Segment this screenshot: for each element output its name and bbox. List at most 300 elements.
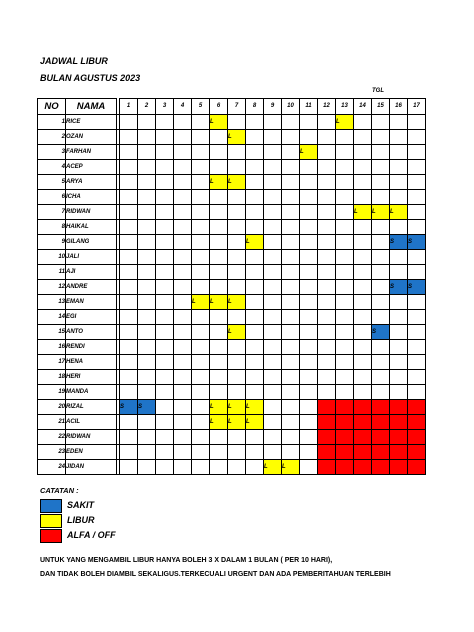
row-number: 5 — [38, 175, 66, 190]
day-cell: S — [372, 325, 390, 340]
day-cell — [282, 280, 300, 295]
legend-label-sakit: SAKIT — [67, 500, 94, 510]
day-cell — [156, 385, 174, 400]
day-cell — [228, 145, 246, 160]
day-cell — [372, 355, 390, 370]
day-cell — [156, 370, 174, 385]
day-cell — [210, 340, 228, 355]
day-cell — [336, 385, 354, 400]
day-cell — [120, 160, 138, 175]
day-cell — [336, 370, 354, 385]
day-cell — [138, 325, 156, 340]
row-name: ACEP — [66, 160, 117, 175]
day-cell — [156, 145, 174, 160]
day-cell — [300, 280, 318, 295]
table-row — [38, 355, 426, 370]
day-cell — [354, 415, 372, 430]
rule-line-2: DAN TIDAK BOLEH DIAMBIL SEKALIGUS.TERKECUALI URGENT DAN ADA PEMBERITAHUAN TERLEBIH — [40, 571, 391, 578]
page-title: JADWAL LIBUR — [40, 56, 108, 66]
day-cell — [408, 145, 426, 160]
day-cell — [390, 175, 408, 190]
table-row — [38, 400, 426, 415]
day-cell — [336, 445, 354, 460]
notes-label: CATATAN : — [40, 486, 79, 495]
day-cell — [246, 115, 264, 130]
day-cell — [372, 175, 390, 190]
row-number: 21 — [38, 415, 66, 430]
day-cell — [174, 430, 192, 445]
day-cell — [156, 400, 174, 415]
day-cell — [318, 205, 336, 220]
day-cell — [210, 430, 228, 445]
day-header: 10 — [282, 99, 300, 115]
day-cell — [228, 460, 246, 475]
day-cell — [264, 325, 282, 340]
row-name: JIDAN — [66, 460, 117, 475]
page-subtitle: BULAN AGUSTUS 2023 — [40, 73, 141, 83]
day-cell — [120, 460, 138, 475]
day-cell — [390, 130, 408, 145]
day-cell — [264, 370, 282, 385]
day-cell — [318, 415, 336, 430]
day-cell — [228, 160, 246, 175]
row-name: MANDA — [66, 385, 117, 400]
row-number: 17 — [38, 355, 66, 370]
day-cell — [264, 355, 282, 370]
day-cell — [174, 115, 192, 130]
day-cell — [138, 205, 156, 220]
day-cell — [192, 430, 210, 445]
day-cell — [354, 250, 372, 265]
table-row — [38, 385, 426, 400]
day-cell — [282, 250, 300, 265]
day-cell — [138, 145, 156, 160]
header-no: NO — [38, 99, 66, 115]
day-cell — [210, 235, 228, 250]
day-cell — [282, 385, 300, 400]
day-cell — [210, 205, 228, 220]
day-header: 13 — [336, 99, 354, 115]
day-cell — [246, 325, 264, 340]
day-cell: S — [138, 400, 156, 415]
day-cell: S — [390, 280, 408, 295]
day-cell — [264, 145, 282, 160]
day-cell — [174, 340, 192, 355]
day-cell — [210, 385, 228, 400]
day-cell — [156, 130, 174, 145]
row-name: ANTO — [66, 325, 117, 340]
day-cell — [282, 415, 300, 430]
day-cell — [174, 355, 192, 370]
day-cell — [300, 370, 318, 385]
day-cell — [120, 130, 138, 145]
day-cell — [282, 235, 300, 250]
table-row — [38, 145, 426, 160]
day-cell — [120, 430, 138, 445]
day-cell — [300, 115, 318, 130]
day-cell — [354, 430, 372, 445]
day-cell — [210, 280, 228, 295]
day-cell — [282, 370, 300, 385]
day-cell — [228, 355, 246, 370]
day-cell — [174, 130, 192, 145]
day-cell — [390, 415, 408, 430]
row-number: 23 — [38, 445, 66, 460]
day-cell — [300, 430, 318, 445]
day-cell — [246, 265, 264, 280]
day-cell — [228, 445, 246, 460]
day-cell — [174, 250, 192, 265]
day-header: 16 — [390, 99, 408, 115]
table-row — [38, 265, 426, 280]
day-cell — [390, 340, 408, 355]
day-cell — [390, 430, 408, 445]
row-name: EGI — [66, 310, 117, 325]
day-cell — [408, 160, 426, 175]
day-cell — [228, 115, 246, 130]
day-cell — [246, 280, 264, 295]
day-cell — [318, 430, 336, 445]
day-cell — [246, 310, 264, 325]
day-cell — [354, 310, 372, 325]
day-cell — [372, 430, 390, 445]
day-cell — [282, 400, 300, 415]
day-cell — [300, 295, 318, 310]
day-cell — [138, 415, 156, 430]
day-cell — [336, 310, 354, 325]
day-cell — [192, 310, 210, 325]
day-cell — [228, 220, 246, 235]
day-cell — [372, 250, 390, 265]
day-cell — [300, 415, 318, 430]
day-cell — [408, 340, 426, 355]
day-cell — [318, 340, 336, 355]
day-cell — [318, 445, 336, 460]
day-cell — [390, 370, 408, 385]
table-row — [38, 235, 426, 250]
day-cell — [228, 280, 246, 295]
day-cell — [156, 295, 174, 310]
day-cell — [408, 325, 426, 340]
day-cell — [138, 430, 156, 445]
day-cell — [336, 355, 354, 370]
day-cell — [228, 205, 246, 220]
day-cell — [282, 145, 300, 160]
day-cell — [390, 400, 408, 415]
day-cell — [354, 220, 372, 235]
day-cell — [174, 235, 192, 250]
day-cell — [372, 400, 390, 415]
day-cell — [336, 340, 354, 355]
day-cell — [192, 175, 210, 190]
row-number: 12 — [38, 280, 66, 295]
day-cell — [354, 460, 372, 475]
day-cell — [210, 250, 228, 265]
day-cell — [354, 115, 372, 130]
day-cell — [264, 235, 282, 250]
day-cell — [264, 430, 282, 445]
day-cell — [336, 400, 354, 415]
day-cell — [318, 295, 336, 310]
day-cell — [372, 130, 390, 145]
day-cell: L — [210, 400, 228, 415]
row-number: 15 — [38, 325, 66, 340]
day-cell — [246, 460, 264, 475]
day-cell — [282, 325, 300, 340]
day-cell: L — [210, 115, 228, 130]
day-cell — [138, 310, 156, 325]
row-number: 6 — [38, 190, 66, 205]
day-cell — [300, 325, 318, 340]
day-cell — [246, 175, 264, 190]
day-cell — [246, 205, 264, 220]
day-cell — [354, 190, 372, 205]
day-cell — [120, 190, 138, 205]
day-cell — [156, 310, 174, 325]
day-cell — [156, 445, 174, 460]
day-cell — [354, 445, 372, 460]
row-number: 7 — [38, 205, 66, 220]
day-cell — [390, 460, 408, 475]
day-cell — [120, 145, 138, 160]
day-cell — [120, 235, 138, 250]
day-cell — [228, 340, 246, 355]
day-cell — [138, 445, 156, 460]
day-cell — [246, 250, 264, 265]
day-cell — [120, 280, 138, 295]
day-cell — [300, 385, 318, 400]
day-header: 12 — [318, 99, 336, 115]
day-cell — [192, 160, 210, 175]
day-cell — [192, 205, 210, 220]
day-cell — [228, 430, 246, 445]
day-cell — [282, 115, 300, 130]
row-number: 3 — [38, 145, 66, 160]
day-cell — [336, 175, 354, 190]
day-cell — [138, 460, 156, 475]
day-header: 9 — [264, 99, 282, 115]
day-cell — [336, 295, 354, 310]
row-number: 1 — [38, 115, 66, 130]
table-row — [38, 340, 426, 355]
day-cell — [174, 145, 192, 160]
row-number: 22 — [38, 430, 66, 445]
day-cell — [318, 160, 336, 175]
day-cell — [282, 445, 300, 460]
day-cell — [390, 310, 408, 325]
day-cell — [138, 265, 156, 280]
day-cell — [300, 205, 318, 220]
day-cell — [408, 310, 426, 325]
day-cell — [372, 115, 390, 130]
day-cell — [408, 385, 426, 400]
day-cell — [318, 115, 336, 130]
day-cell — [210, 325, 228, 340]
day-cell — [138, 250, 156, 265]
day-header: 11 — [300, 99, 318, 115]
day-cell — [210, 130, 228, 145]
day-cell — [336, 205, 354, 220]
row-name: JALI — [66, 250, 117, 265]
day-cell — [408, 250, 426, 265]
day-cell — [318, 355, 336, 370]
row-name: ACIL — [66, 415, 117, 430]
day-cell — [354, 385, 372, 400]
day-cell — [192, 280, 210, 295]
day-cell — [318, 385, 336, 400]
header-row — [38, 99, 426, 115]
day-cell — [300, 160, 318, 175]
row-name: RIZAL — [66, 400, 117, 415]
legend-item-alfa — [40, 529, 160, 544]
day-cell — [372, 235, 390, 250]
day-header: 5 — [192, 99, 210, 115]
day-cell — [174, 400, 192, 415]
day-cell — [336, 220, 354, 235]
table-row — [38, 190, 426, 205]
day-cell — [300, 235, 318, 250]
day-cell — [318, 190, 336, 205]
day-cell — [138, 280, 156, 295]
day-cell — [282, 190, 300, 205]
row-name: RIDWAN — [66, 430, 117, 445]
table-row — [38, 445, 426, 460]
day-cell — [372, 265, 390, 280]
day-cell — [372, 220, 390, 235]
day-cell — [354, 235, 372, 250]
day-cell: L — [336, 115, 354, 130]
day-cell — [354, 355, 372, 370]
day-cell: L — [300, 145, 318, 160]
day-cell — [264, 130, 282, 145]
day-cell: S — [120, 400, 138, 415]
day-cell — [282, 355, 300, 370]
day-cell — [318, 310, 336, 325]
day-cell — [174, 310, 192, 325]
table-row — [38, 280, 426, 295]
day-cell — [390, 250, 408, 265]
day-cell — [336, 160, 354, 175]
day-cell — [246, 445, 264, 460]
day-cell — [156, 220, 174, 235]
row-name: EDEN — [66, 445, 117, 460]
day-cell — [372, 460, 390, 475]
day-cell — [336, 280, 354, 295]
day-cell: L — [246, 415, 264, 430]
day-cell: L — [246, 235, 264, 250]
day-cell — [336, 145, 354, 160]
day-cell — [156, 355, 174, 370]
legend-item-sakit — [40, 499, 160, 514]
day-cell — [120, 415, 138, 430]
day-cell — [174, 295, 192, 310]
day-cell — [192, 415, 210, 430]
row-number: 24 — [38, 460, 66, 475]
day-cell — [174, 265, 192, 280]
day-cell — [192, 460, 210, 475]
day-cell — [408, 265, 426, 280]
day-cell — [390, 145, 408, 160]
day-cell: S — [408, 235, 426, 250]
day-cell — [210, 445, 228, 460]
day-cell — [120, 385, 138, 400]
day-cell — [138, 340, 156, 355]
day-cell: L — [210, 415, 228, 430]
day-cell — [372, 310, 390, 325]
day-cell — [354, 145, 372, 160]
day-cell — [300, 190, 318, 205]
schedule-table — [37, 98, 426, 475]
day-cell — [408, 415, 426, 430]
day-cell — [120, 445, 138, 460]
day-cell: L — [228, 295, 246, 310]
row-number: 9 — [38, 235, 66, 250]
day-cell — [318, 235, 336, 250]
day-cell — [156, 250, 174, 265]
day-header: 8 — [246, 99, 264, 115]
day-cell — [390, 190, 408, 205]
day-cell — [408, 205, 426, 220]
table-row — [38, 130, 426, 145]
row-name: ANDRE — [66, 280, 117, 295]
day-cell — [318, 370, 336, 385]
day-cell — [120, 340, 138, 355]
table-row — [38, 370, 426, 385]
day-cell — [282, 220, 300, 235]
day-cell — [300, 355, 318, 370]
day-cell — [264, 385, 282, 400]
day-cell — [318, 280, 336, 295]
day-cell — [354, 160, 372, 175]
day-cell — [372, 370, 390, 385]
day-cell — [282, 175, 300, 190]
day-cell — [228, 235, 246, 250]
day-cell — [246, 220, 264, 235]
day-cell — [156, 265, 174, 280]
day-cell — [318, 250, 336, 265]
day-cell — [264, 220, 282, 235]
table-row — [38, 430, 426, 445]
day-cell — [318, 460, 336, 475]
day-cell — [246, 340, 264, 355]
day-cell — [156, 175, 174, 190]
day-cell — [138, 175, 156, 190]
day-cell — [264, 250, 282, 265]
day-cell — [390, 115, 408, 130]
day-cell — [156, 280, 174, 295]
day-cell — [156, 415, 174, 430]
day-cell — [192, 355, 210, 370]
day-cell — [336, 250, 354, 265]
day-cell — [192, 445, 210, 460]
day-cell — [372, 445, 390, 460]
day-cell — [300, 310, 318, 325]
row-number: 4 — [38, 160, 66, 175]
day-cell — [408, 430, 426, 445]
day-cell — [246, 145, 264, 160]
day-cell — [372, 295, 390, 310]
day-cell — [120, 220, 138, 235]
day-cell — [336, 265, 354, 280]
day-cell — [282, 295, 300, 310]
day-cell — [336, 325, 354, 340]
day-cell — [282, 205, 300, 220]
legend-label-alfa: ALFA / OFF — [67, 530, 116, 540]
row-name: RICE — [66, 115, 117, 130]
day-cell — [192, 145, 210, 160]
day-cell — [264, 400, 282, 415]
day-cell — [120, 115, 138, 130]
